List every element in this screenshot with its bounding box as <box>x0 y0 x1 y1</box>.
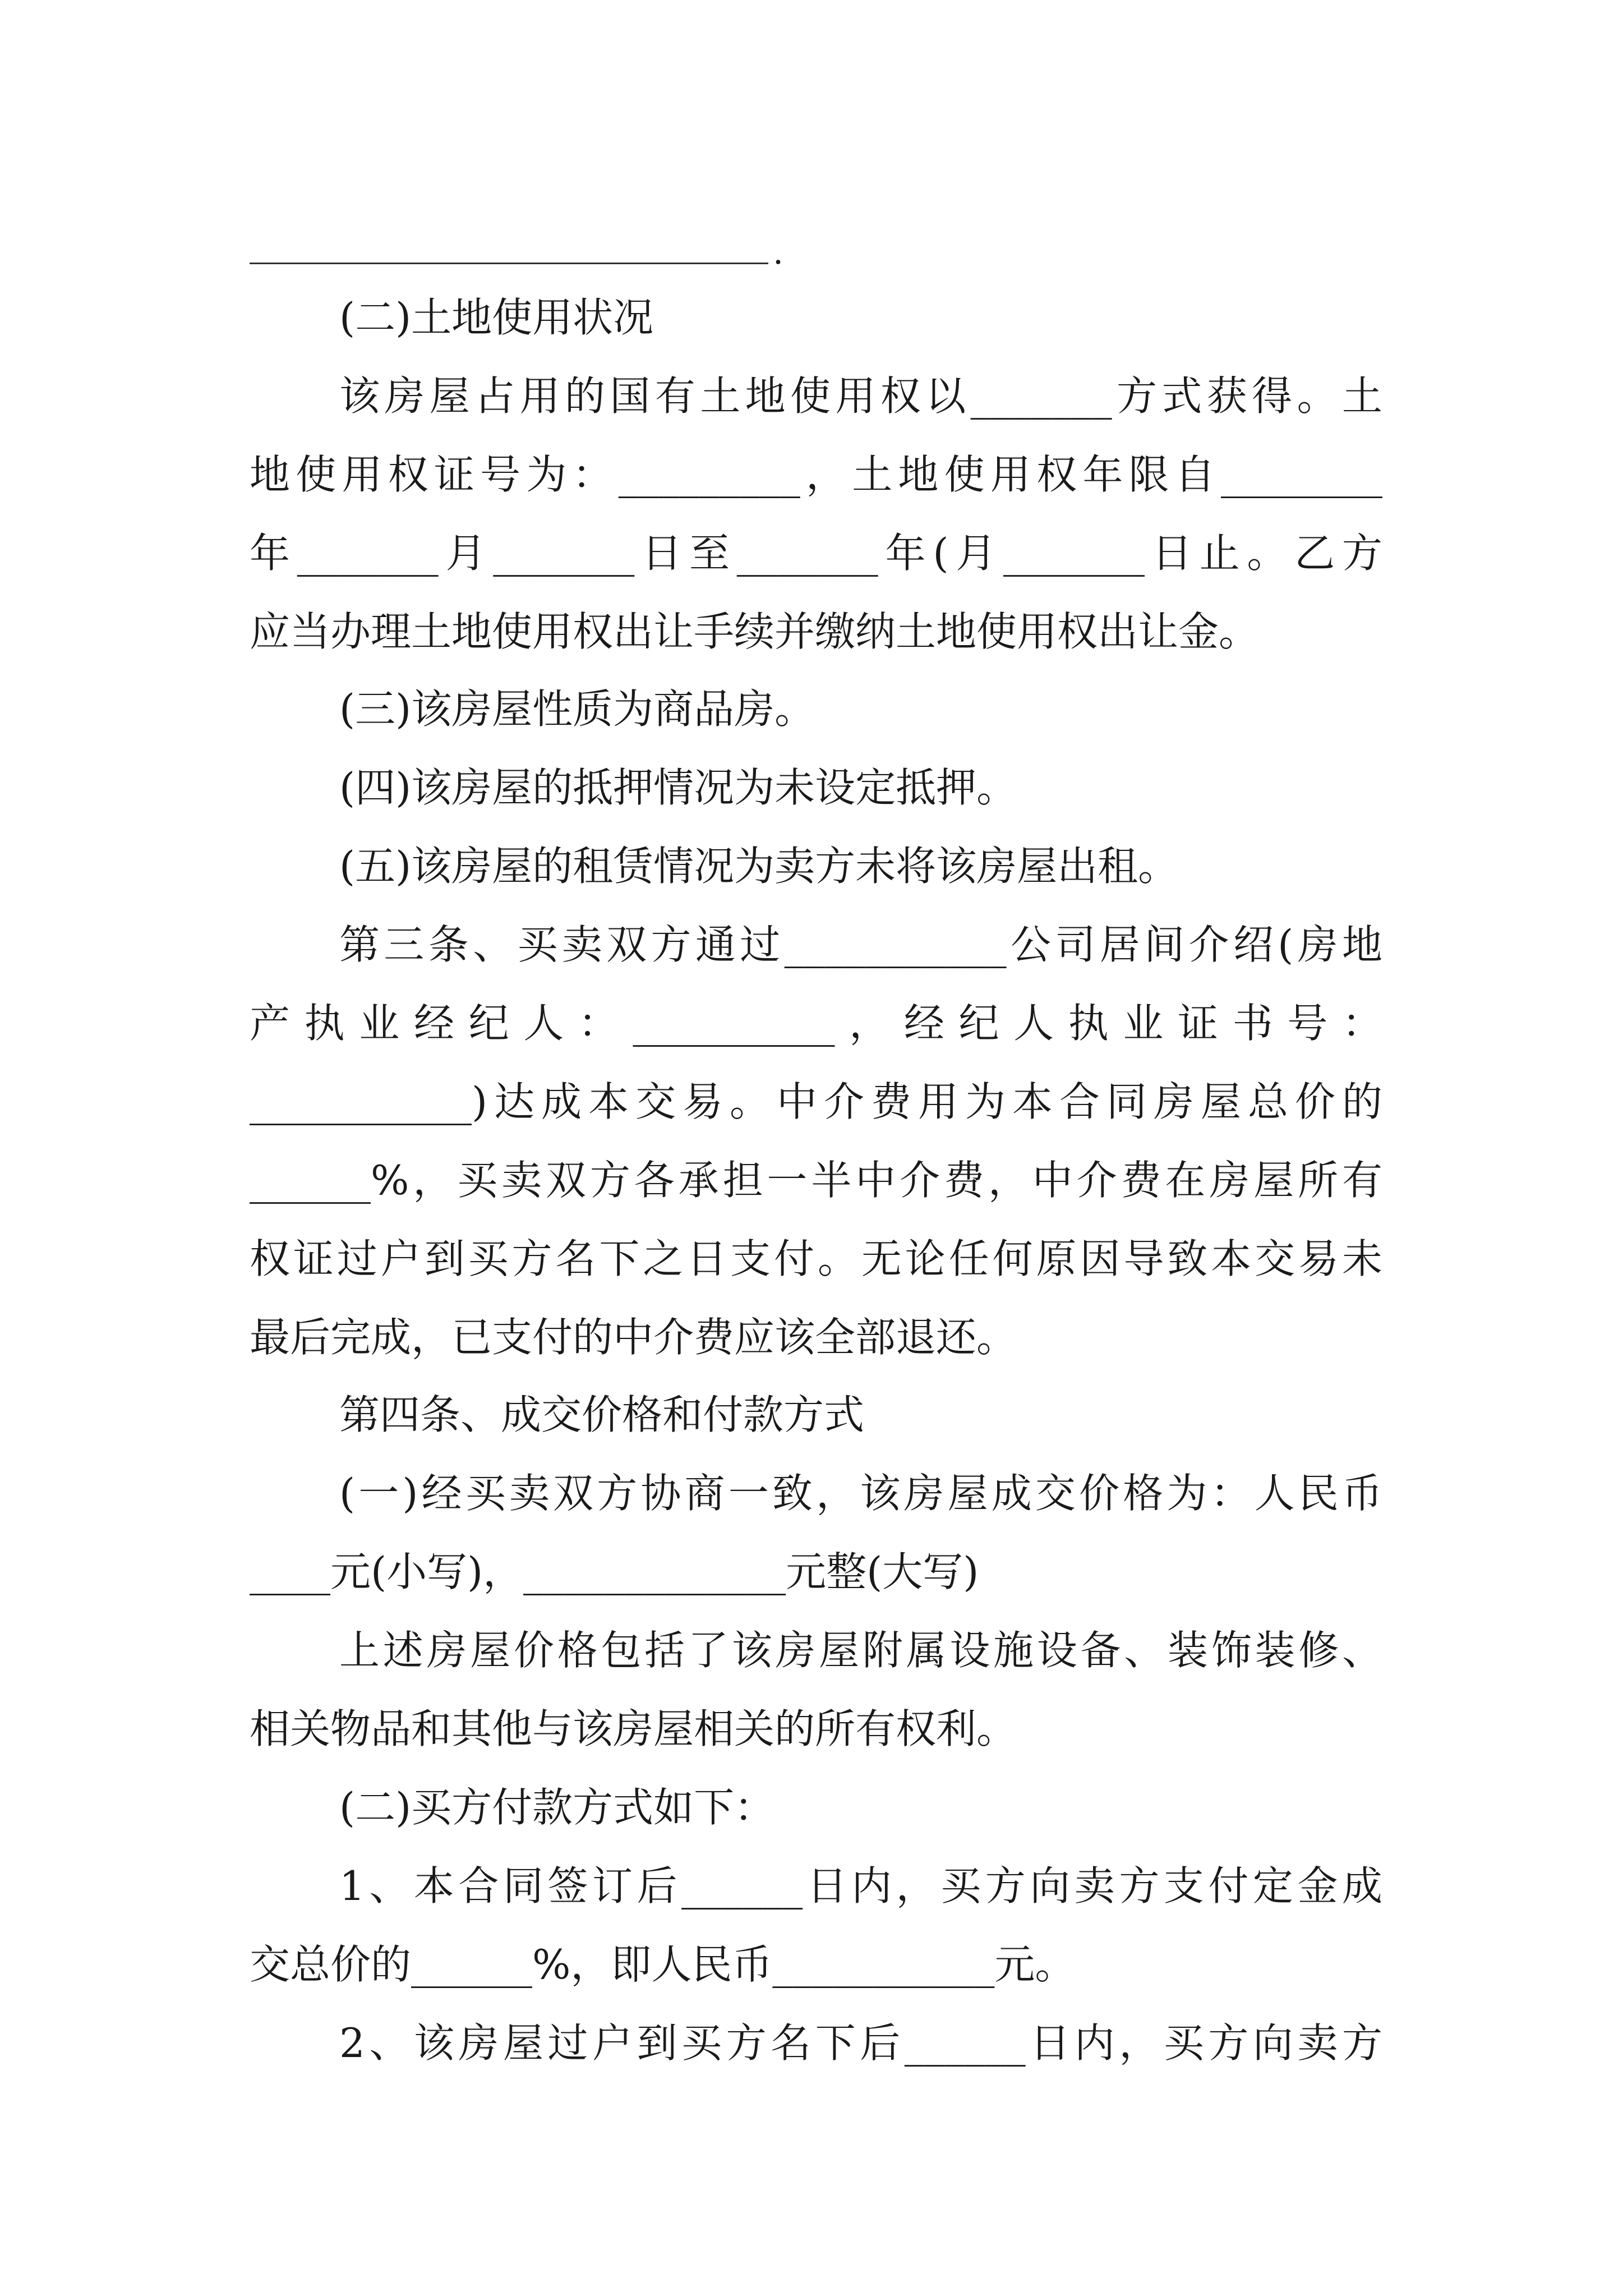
top-underline <box>250 263 768 264</box>
paragraph-property-nature: (三)该房屋性质为商品房。 <box>339 685 815 733</box>
paragraph-article3-line-2: 产执业经纪人：__________，经纪人执业证书号： <box>250 1000 1382 1047</box>
paragraph-payment-item2-line-1: 2、该房屋过户到买方名下后______日内，买方向卖方 <box>339 2019 1382 2067</box>
paragraph-land-use-line-4: 应当办理土地使用权出让手续并缴纳土地使用权出让金。 <box>250 608 1260 655</box>
paragraph-land-use-line-1: 该房屋占用的国有土地使用权以_______方式获得。土 <box>339 372 1382 420</box>
paragraph-land-use-heading: (二)土地使用状况 <box>339 294 654 341</box>
paragraph-article3-line-5: 权证过户到买方名下之日支付。无论任何原因导致本交易未 <box>250 1235 1382 1282</box>
paragraph-land-use-line-3: 年_______月_______日至_______年(月_______日止。乙方 <box>250 530 1382 577</box>
paragraph-payment-item1-line-1: 1、本合同签订后______日内，买方向卖方支付定金成 <box>339 1862 1382 1910</box>
paragraph-price-includes-line-1: 上述房屋价格包括了该房屋附属设施设备、装饰装修、 <box>339 1627 1382 1674</box>
paragraph-lease: (五)该房屋的租赁情况为卖方未将该房屋出租。 <box>339 843 1179 890</box>
paragraph-article3-line-6: 最后完成，已支付的中介费应该全部退还。 <box>250 1314 1017 1361</box>
top-fragment: . <box>773 233 784 272</box>
paragraph-price-line-1: (一)经买卖双方协商一致，该房屋成交价格为：人民币 <box>339 1470 1382 1517</box>
paragraph-payment-heading: (二)买方付款方式如下： <box>339 1784 775 1831</box>
paragraph-article3-line-1: 第三条、买卖双方通过___________公司居间介绍(房地 <box>339 921 1382 968</box>
paragraph-article4-heading: 第四条、成交价格和付款方式 <box>339 1391 865 1438</box>
paragraph-article3-line-3: ___________)达成本交易。中介费用为本合同房屋总价的 <box>250 1078 1382 1125</box>
paragraph-land-use-line-2: 地使用权证号为：_________，土地使用权年限自________ <box>250 451 1382 498</box>
paragraph-article3-line-4: ______%，买卖双方各承担一半中介费，中介费在房屋所有 <box>250 1157 1382 1204</box>
paragraph-payment-item1-line-2: 交总价的______%，即人民币___________元。 <box>250 1941 1076 1988</box>
paragraph-price-line-2: ____元(小写)，_____________元整(大写) <box>250 1548 979 1595</box>
paragraph-price-includes-line-2: 相关物品和其他与该房屋相关的所有权利。 <box>250 1705 1017 1752</box>
paragraph-mortgage: (四)该房屋的抵押情况为未设定抵押。 <box>339 764 1017 811</box>
